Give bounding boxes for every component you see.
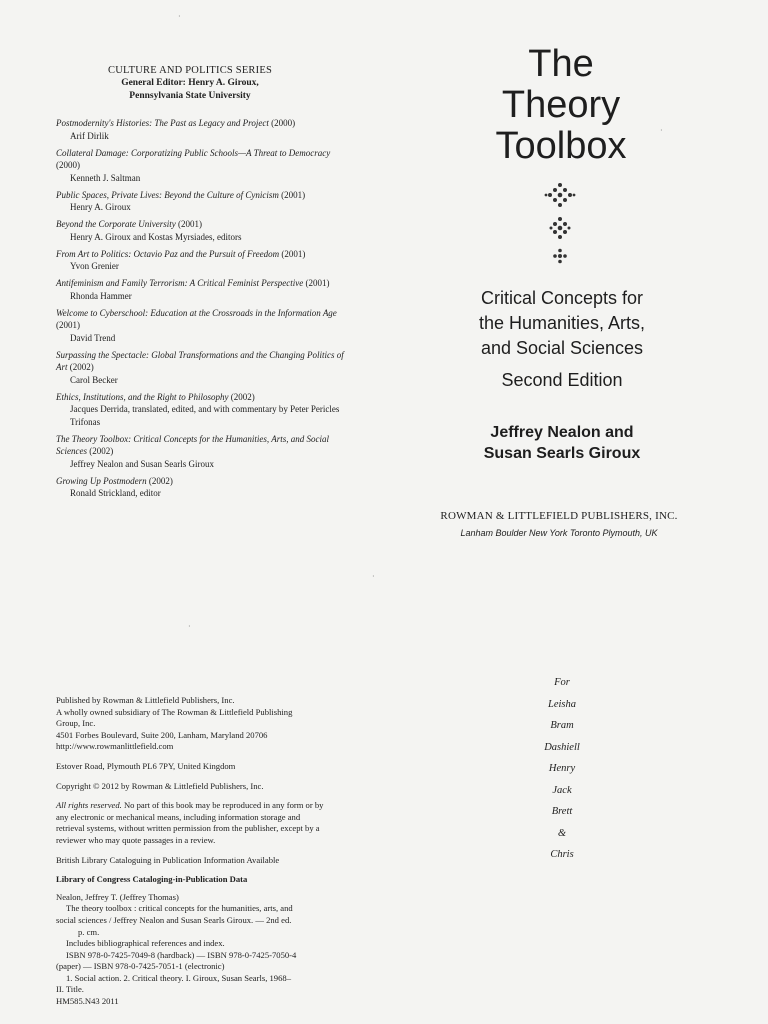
- book-authors: [446, 422, 678, 464]
- subtitle-line: Critical Concepts for: [480, 288, 644, 308]
- series-list-item: [56, 189, 346, 214]
- diamond-ornament-icon: [543, 182, 577, 212]
- publisher-name: ROWMAN & LITTLEFIELD PUBLISHERS, INC.: [440, 510, 678, 522]
- series-item-title: [56, 433, 346, 458]
- loc-heading: Library of Congress Cataloging-in-Publication Data: [56, 874, 248, 885]
- dedication-line: Dashiell: [544, 741, 580, 753]
- series-item-title-text: Postmodernity's Histories: The Past as Legacy and Project: [56, 118, 269, 128]
- dedication-line: Bram: [550, 720, 574, 731]
- publisher-info: [56, 695, 326, 753]
- book-title-line: Toolbox: [495, 125, 627, 167]
- series-list-item: [56, 349, 346, 387]
- series-name: CULTURE AND POLITICS SERIES: [108, 65, 272, 76]
- series-item-title: [56, 391, 346, 404]
- pub-line: Group, Inc.: [56, 718, 96, 729]
- series-item-title-text: Antifeminism and Family Terrorism: A Critical Feminist Perspective: [56, 278, 304, 288]
- series-item-title-text: Ethics, Institutions, and the Right to Philosophy: [56, 391, 229, 402]
- british-library-note: British Library Cataloguing in Publication Information Available: [56, 854, 280, 865]
- uk-address: Estover Road, Plymouth PL6 7PY, United Kingdom: [56, 760, 236, 771]
- book-title: [452, 44, 670, 167]
- series-list-item: [56, 433, 346, 471]
- series-item-author: Carol Becker: [70, 374, 118, 385]
- cip-line: HM585.N43 2011: [56, 996, 119, 1007]
- series-list-item: [56, 307, 346, 345]
- author-line: Jeffrey Nealon and: [490, 424, 634, 441]
- series-item-year: (2000): [56, 160, 80, 170]
- series-item-author: Yvon Grenier: [70, 261, 119, 271]
- series-item-title-text: Growing Up Postmodern: [56, 475, 147, 486]
- series-header: [70, 64, 310, 103]
- rights-text: No part of this book may be reproduced in any form or by any electronic or mechanical means, including information storage and retrieval systems, without written permission from the publisher, except by a reviewer who may quote passages in a review.: [56, 800, 324, 845]
- dedication-line: Leisha: [547, 698, 576, 710]
- series-item-title: [56, 147, 346, 172]
- cip-line: p. cm.: [78, 926, 100, 937]
- copyright-page: [56, 695, 326, 1008]
- series-item-title-text: Public Spaces, Private Lives: Beyond the Culture of Cynicism: [56, 189, 279, 200]
- series-list-item: [56, 248, 346, 273]
- series-item-author: Henry A. Giroux: [70, 202, 131, 212]
- series-item-title: [56, 117, 346, 130]
- publisher-cities: Lanham Boulder New York Toronto Plymouth, UK: [460, 528, 658, 538]
- series-item-author: Kenneth J. Saltman: [70, 172, 141, 183]
- series-item-year: (2002): [69, 362, 94, 372]
- cip-line: The theory toolbox : critical concepts for the humanities, arts, and: [66, 903, 293, 914]
- series-item-year: (2001): [56, 320, 80, 330]
- rights-notice: [56, 800, 326, 846]
- series-item-author: David Trend: [70, 332, 116, 343]
- series-list-item: [56, 277, 346, 302]
- series-item-author: Jacques Derrida, translated, edited, and with commentary by Peter Pericles Trifonas: [70, 404, 340, 427]
- cip-line: 1. Social action. 2. Critical theory. I. Giroux, Susan Searls, 1968–: [66, 972, 291, 983]
- edition-label: Second Edition: [501, 370, 623, 390]
- cip-line: Nealon, Jeffrey T. (Jeffrey Thomas): [56, 891, 179, 902]
- series-item-title: [56, 277, 346, 290]
- series-item-title: [56, 307, 346, 332]
- book-subtitle: [446, 286, 678, 361]
- subtitle-line: the Humanities, Arts,: [478, 313, 646, 333]
- ornament-group: [540, 182, 580, 264]
- series-item-title: [56, 475, 346, 488]
- series-item-title-text: The Theory Toolbox: Critical Concepts for the Humanities, Arts, and Social Sciences: [56, 433, 329, 456]
- series-item-year: (2000): [271, 118, 296, 128]
- series-item-title-text: Beyond the Corporate University: [56, 219, 176, 229]
- series-editor-affiliation: Pennsylvania State University: [129, 91, 251, 101]
- book-title-line: The: [528, 43, 594, 85]
- author-line: Susan Searls Giroux: [483, 445, 641, 462]
- series-item-year: (2001): [177, 219, 202, 229]
- dedication-line: Jack: [552, 784, 572, 796]
- series-list-item: [56, 391, 346, 429]
- subtitle-line: and Social Sciences: [480, 338, 644, 358]
- series-item-author: Jeffrey Nealon and Susan Searls Giroux: [70, 458, 215, 469]
- series-item-year: (2002): [230, 391, 255, 402]
- series-item-title-text: Collateral Damage: Corporatizing Public Schools—A Threat to Democracy: [56, 147, 331, 158]
- pub-url: http://www.rowmanlittlefield.com: [56, 741, 174, 752]
- cip-line: social sciences / Jeffrey Nealon and Susan Searls Giroux. — 2nd ed.: [56, 914, 292, 925]
- series-item-author: Henry A. Giroux and Kostas Myrsiades, editors: [70, 231, 242, 242]
- scan-speck: ·: [188, 622, 191, 631]
- series-list-item: [56, 117, 346, 142]
- series-item-title: [56, 248, 346, 261]
- series-item-author: Arif Dirlik: [70, 130, 109, 141]
- series-list: [56, 117, 346, 504]
- series-item-title-text: From Art to Politics: Octavio Paz and the Pursuit of Freedom: [56, 248, 280, 259]
- rights-label: All rights reserved.: [56, 800, 122, 811]
- series-item-author: Ronald Strickland, editor: [70, 488, 161, 498]
- series-item-author: Rhonda Hammer: [70, 290, 132, 301]
- dedication-line: For: [554, 677, 570, 688]
- pub-line: 4501 Forbes Boulevard, Suite 200, Lanham, Maryland 20706: [56, 729, 268, 740]
- cip-line: II. Title.: [56, 984, 84, 995]
- series-list-item: [56, 218, 346, 243]
- dedication: [522, 672, 602, 866]
- series-item-year: (2002): [89, 446, 114, 456]
- cip-data: [56, 892, 326, 1008]
- series-item-title: [56, 349, 346, 374]
- scan-speck: ·: [372, 572, 375, 581]
- series-item-title: [56, 218, 346, 231]
- series-item-title: [56, 189, 346, 202]
- pub-line: A wholly owned subsidiary of The Rowman & Littlefield Publishing: [56, 706, 293, 717]
- copyright-line: Copyright © 2012 by Rowman & Littlefield Publishers, Inc.: [56, 780, 264, 791]
- dedication-line: Chris: [550, 849, 574, 860]
- diamond-ornament-icon: [552, 248, 568, 264]
- series-item-title-text: Welcome to Cyberschool: Education at the Crossroads in the Information Age: [56, 307, 337, 318]
- diamond-ornament-icon: [548, 216, 572, 240]
- pub-line: Published by Rowman & Littlefield Publishers, Inc.: [56, 695, 235, 705]
- dedication-line: Henry: [548, 763, 576, 774]
- series-list-item: [56, 147, 346, 185]
- cip-line: Includes bibliographical references and index.: [66, 938, 225, 949]
- series-item-year: (2002): [148, 475, 173, 486]
- book-title-line: Theory: [501, 84, 621, 126]
- cip-line: (paper) — ISBN 978-0-7425-7051-1 (electronic): [56, 961, 225, 972]
- series-editor: General Editor: Henry A. Giroux,: [121, 78, 259, 88]
- series-item-title-text: Surpassing the Spectacle: Global Transformations and the Changing Politics of Art: [56, 349, 344, 372]
- scan-speck: ·: [660, 126, 663, 135]
- series-item-year: (2001): [281, 189, 306, 200]
- dedication-line: &: [557, 827, 567, 839]
- series-item-year: (2001): [305, 278, 330, 288]
- series-list-item: [56, 475, 346, 500]
- dedication-line: Brett: [551, 806, 573, 817]
- series-item-year: (2001): [281, 248, 306, 259]
- scan-speck: ·: [178, 12, 181, 21]
- cip-line: ISBN 978-0-7425-7049-8 (hardback) — ISBN 978-0-7425-7050-4: [66, 949, 297, 960]
